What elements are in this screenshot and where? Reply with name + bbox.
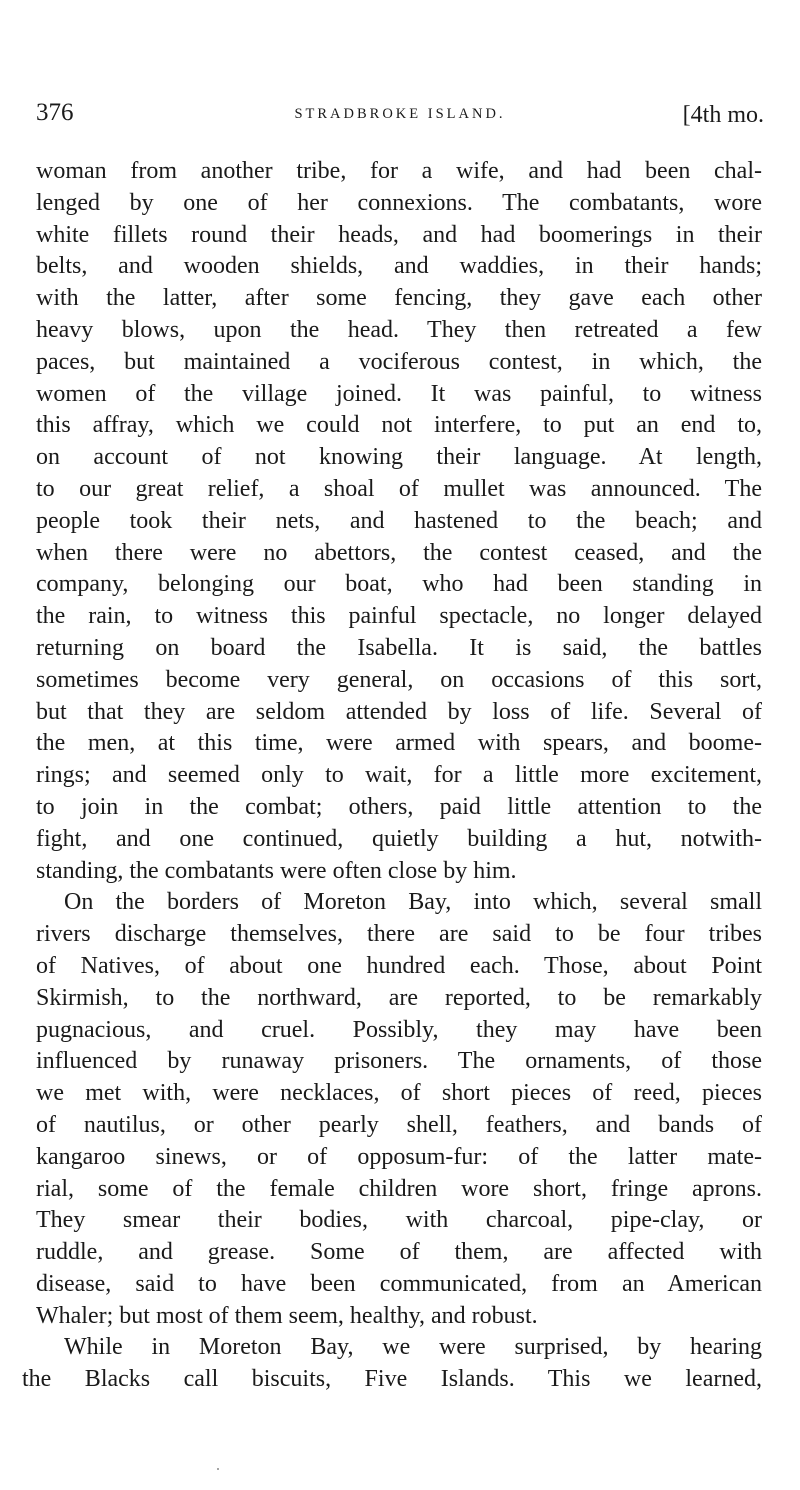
section-mark: [4th mo. [682, 102, 764, 128]
text-line: Skirmish, to the northward, are reported, to be remarkably [36, 984, 762, 1011]
text-line: returning on board the Isabella. It is said, the battles [36, 634, 762, 661]
text-line: to our great relief, a shoal of mullet was announced. The [36, 475, 762, 502]
text-line: when there were no abettors, the contest ceased, and the [36, 539, 762, 566]
text-line: the Blacks call biscuits, Five Islands. This we learned, [22, 1366, 762, 1393]
text-line: belts, and wooden shields, and waddies, in their hands; [36, 253, 762, 280]
text-line: this affray, which we could not interfere, to put an end to, [36, 412, 762, 439]
text-line: women of the village joined. It was painful, to witness [36, 380, 762, 407]
text-line: rial, some of the female children wore short, fringe aprons. [36, 1175, 762, 1202]
text-line: to join in the combat; others, paid little attention to the [36, 793, 762, 820]
text-line: lenged by one of her connexions. The combatants, wore [36, 189, 762, 216]
text-line: influenced by runaway prisoners. The ornaments, of those [36, 1048, 762, 1075]
text-line: kangaroo sinews, or of opposum-fur: of the latter mate- [36, 1143, 762, 1170]
text-line: we met with, were necklaces, of short pieces of reed, pieces [36, 1080, 762, 1107]
text-line: fight, and one continued, quietly building a hut, notwith- [36, 825, 762, 852]
text-line: the rain, to witness this painful spectacle, no longer delayed [36, 603, 762, 630]
running-head: STRADBROKE ISLAND. [294, 106, 506, 122]
text-line: rings; and seemed only to wait, for a little more excitement, [36, 762, 762, 789]
page-number: 376 [36, 99, 74, 126]
text-line: heavy blows, upon the head. They then retreated a few [36, 316, 762, 343]
text-line: the men, at this time, were armed with spears, and boome- [36, 730, 762, 757]
text-line: people took their nets, and hastened to the beach; and [36, 507, 762, 534]
text-line: They smear their bodies, with charcoal, pipe-clay, or [36, 1207, 762, 1234]
paragraph-end-line: Whaler; but most of them seem, healthy, and robust. [36, 1302, 538, 1329]
text-line: pugnacious, and cruel. Possibly, they may have been [36, 1016, 762, 1043]
text-line: woman from another tribe, for a wife, and had been chal- [36, 158, 762, 184]
text-line: rivers discharge themselves, there are said to be four tribes [36, 921, 762, 948]
text-line: disease, said to have been communicated, from an American [36, 1270, 762, 1297]
text-line: sometimes become very general, on occasions of this sort, [36, 666, 762, 693]
text-line: company, belonging our boat, who had been standing in [36, 571, 762, 598]
text-line: ruddle, and grease. Some of them, are affected with [36, 1239, 762, 1266]
text-line: paces, but maintained a vociferous contest, in which, the [36, 348, 762, 375]
page-header [36, 98, 764, 138]
text-line: white fillets round their heads, and had boomerings in their [36, 221, 762, 248]
body-text [22, 156, 762, 1396]
page-speck [217, 1468, 219, 1470]
text-line: on account of not knowing their language. At length, [36, 444, 762, 471]
text-line: with the latter, after some fencing, they gave each other [36, 285, 762, 312]
text-line: of Natives, of about one hundred each. Those, about Point [36, 952, 762, 979]
paragraph-start-line: While in Moreton Bay, we were surprised, by hearing [64, 1334, 762, 1361]
text-line: but that they are seldom attended by loss of life. Several of [36, 698, 762, 725]
text-line: of nautilus, or other pearly shell, feathers, and bands of [36, 1111, 762, 1138]
paragraph-end-line: standing, the combatants were often close by him. [36, 857, 517, 884]
paragraph-start-line: On the borders of Moreton Bay, into which, several small [64, 889, 762, 916]
